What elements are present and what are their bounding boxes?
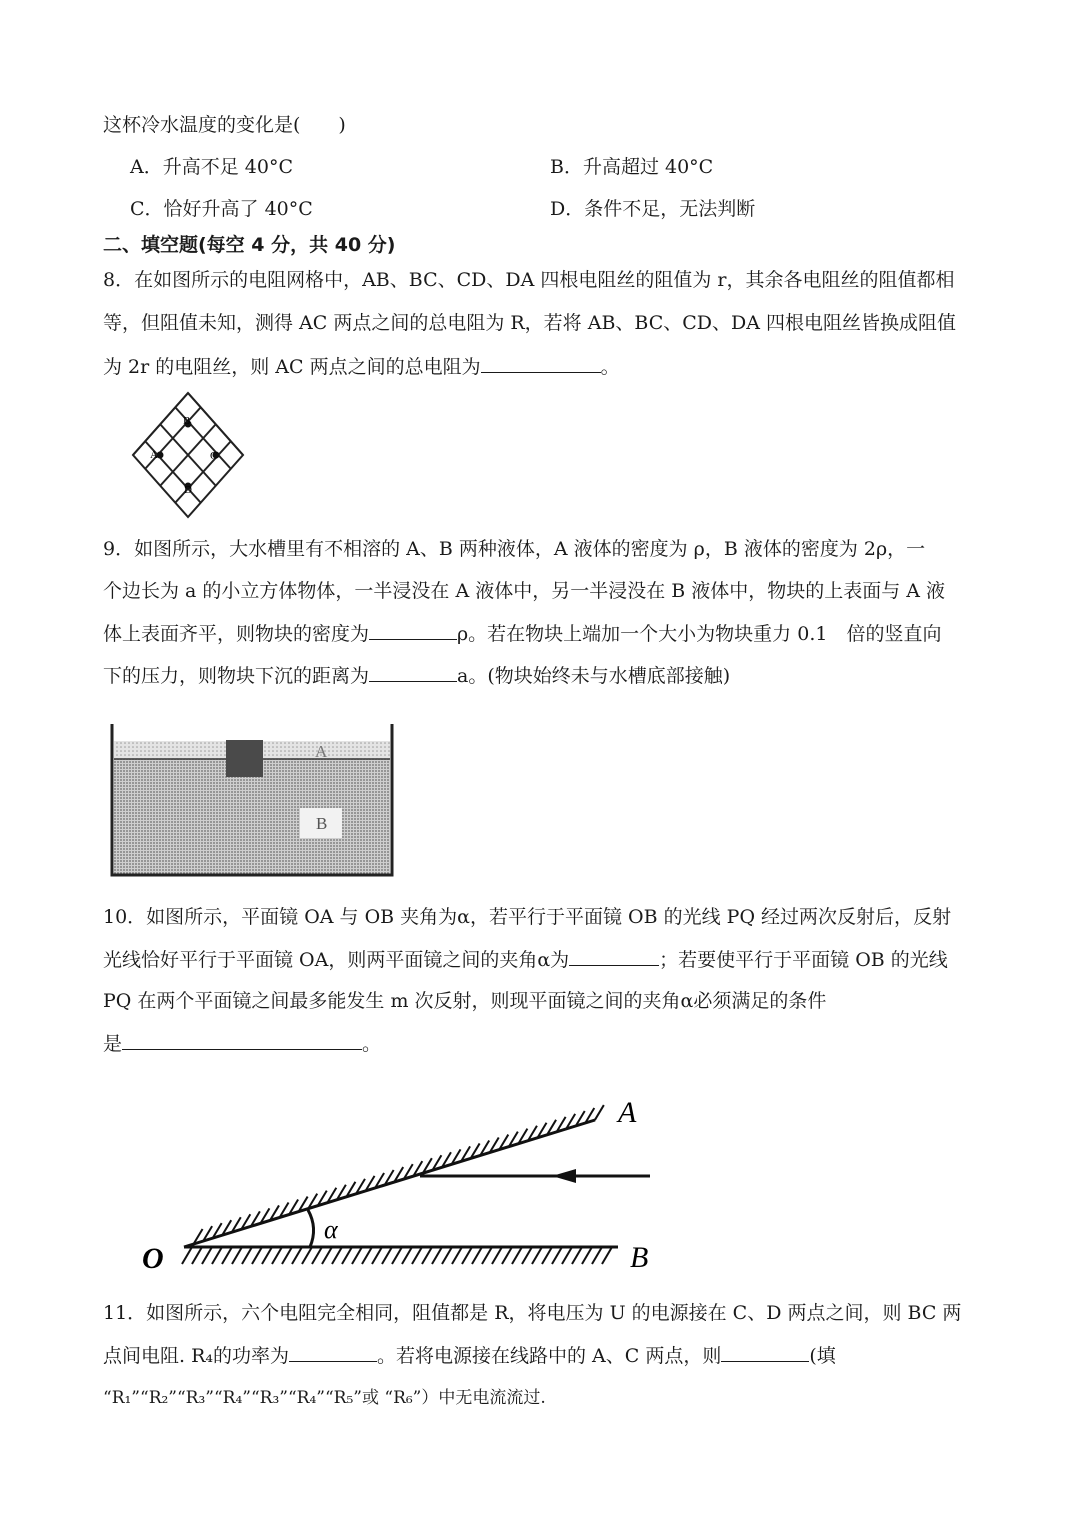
q9-line-3-rest: ρ。若在物块上端加一个大小为物块重力 0.1 倍的竖直向 [457, 623, 942, 645]
q8-line-3-end: 。 [600, 356, 620, 378]
mirror-label-o: O [142, 1242, 164, 1275]
q11-line-1: 11．如图所示，六个电阻完全相同，阻值都是 R，将电压为 U 的电源接在 C、D 两点之间，则 BC 两 [103, 1302, 962, 1324]
section-heading: 二、填空题(每空 4 分，共 40 分) [103, 234, 396, 256]
q10-line-2-text: 光线恰好平行于平面镜 OA，则两平面镜之间的夹角α为 [103, 949, 570, 971]
q9-distance-blank[interactable] [369, 663, 457, 682]
mirror-label-a: A [618, 1096, 637, 1129]
q7-option-b: B．升高超过 40°C [550, 156, 714, 178]
tank-label-a: A [315, 742, 328, 761]
q9-line-3-text: 体上表面齐平，则物块的密度为 [103, 623, 370, 645]
q8-answer-blank[interactable] [481, 354, 601, 373]
q11-line-3: “R₁”“R₂”“R₃”“R₄”“R₃”“R₄”“R₅”或 “R₆”）中无电流流过. [103, 1388, 546, 1408]
q10-line-4-end: 。 [362, 1033, 382, 1055]
q10-line-2 [103, 947, 948, 972]
grid-label-c: C [210, 450, 218, 462]
tank-label-b: B [316, 814, 328, 833]
grid-label-b: B [183, 415, 191, 427]
mirrors-figure [140, 1092, 670, 1282]
q10-condition-blank[interactable] [122, 1031, 362, 1050]
q10-line-4-text: 是 [103, 1033, 123, 1055]
q7-option-d: D．条件不足，无法判断 [550, 198, 756, 220]
q10-angle-blank[interactable] [569, 947, 659, 966]
q9-density-blank[interactable] [369, 621, 457, 640]
q11-line-2-mid: 。若将电源接在线路中的 A、C 两点，则 [377, 1345, 722, 1367]
q11-line-2 [103, 1343, 836, 1368]
q10-line-4 [103, 1031, 381, 1056]
mirror-angle-alpha: α [324, 1215, 338, 1244]
q7-option-c: C．恰好升高了 40°C [130, 198, 313, 220]
q8-line-3-text: 为 2r 的电阻丝，则 AC 两点之间的总电阻为 [103, 356, 481, 378]
water-tank-figure [108, 722, 398, 878]
q9-line-4 [103, 663, 730, 688]
q11-power-blank[interactable] [289, 1343, 377, 1362]
q7-option-a: A．升高不足 40°C [130, 156, 293, 178]
q9-line-4-text: 下的压力，则物块下沉的距离为 [103, 665, 370, 687]
q9-line-2: 个边长为 a 的小立方体物体，一半浸没在 A 液体中，另一半浸没在 B 液体中，物块的上表面与 A 液 [103, 580, 946, 602]
grid-label-a: A [150, 449, 158, 461]
q11-line-2-end: (填 [809, 1345, 836, 1367]
q7-stem: 这杯冷水温度的变化是( ) [103, 114, 346, 136]
q10-line-3: PQ 在两个平面镜之间最多能发生 m 次反射，则现平面镜之间的夹角α必须满足的条件 [103, 990, 827, 1012]
q8-line-3 [103, 354, 620, 379]
q9-line-3 [103, 621, 941, 646]
q8-line-1: 8．在如图所示的电阻网格中，AB、BC、CD、DA 四根电阻丝的阻值为 r，其余各电阻丝的阻值都相 [103, 269, 955, 291]
q9-line-1: 9．如图所示，大水槽里有不相溶的 A、B 两种液体，A 液体的密度为 ρ，B 液体的密度为 2ρ，一 [103, 538, 926, 560]
q9-line-4-rest: a。(物块始终未与水槽底部接触) [457, 665, 731, 687]
grid-label-d: D [184, 484, 192, 496]
mirror-label-b: B [630, 1241, 649, 1274]
q11-line-2-text: 点间电阻. R₄的功率为 [103, 1345, 290, 1367]
resistor-grid-figure [128, 390, 248, 520]
q10-line-1: 10．如图所示，平面镜 OA 与 OB 夹角为α，若平行于平面镜 OB 的光线 PQ 经过两次反射后，反射 [103, 906, 952, 928]
q10-line-2-rest: ；若要使平行于平面镜 OB 的光线 [659, 949, 948, 971]
q11-resistor-blank[interactable] [721, 1343, 809, 1362]
q8-line-2: 等，但阻值未知，测得 AC 两点之间的总电阻为 R，若将 AB、BC、CD、DA 四根电阻丝皆换成阻值 [103, 312, 957, 334]
